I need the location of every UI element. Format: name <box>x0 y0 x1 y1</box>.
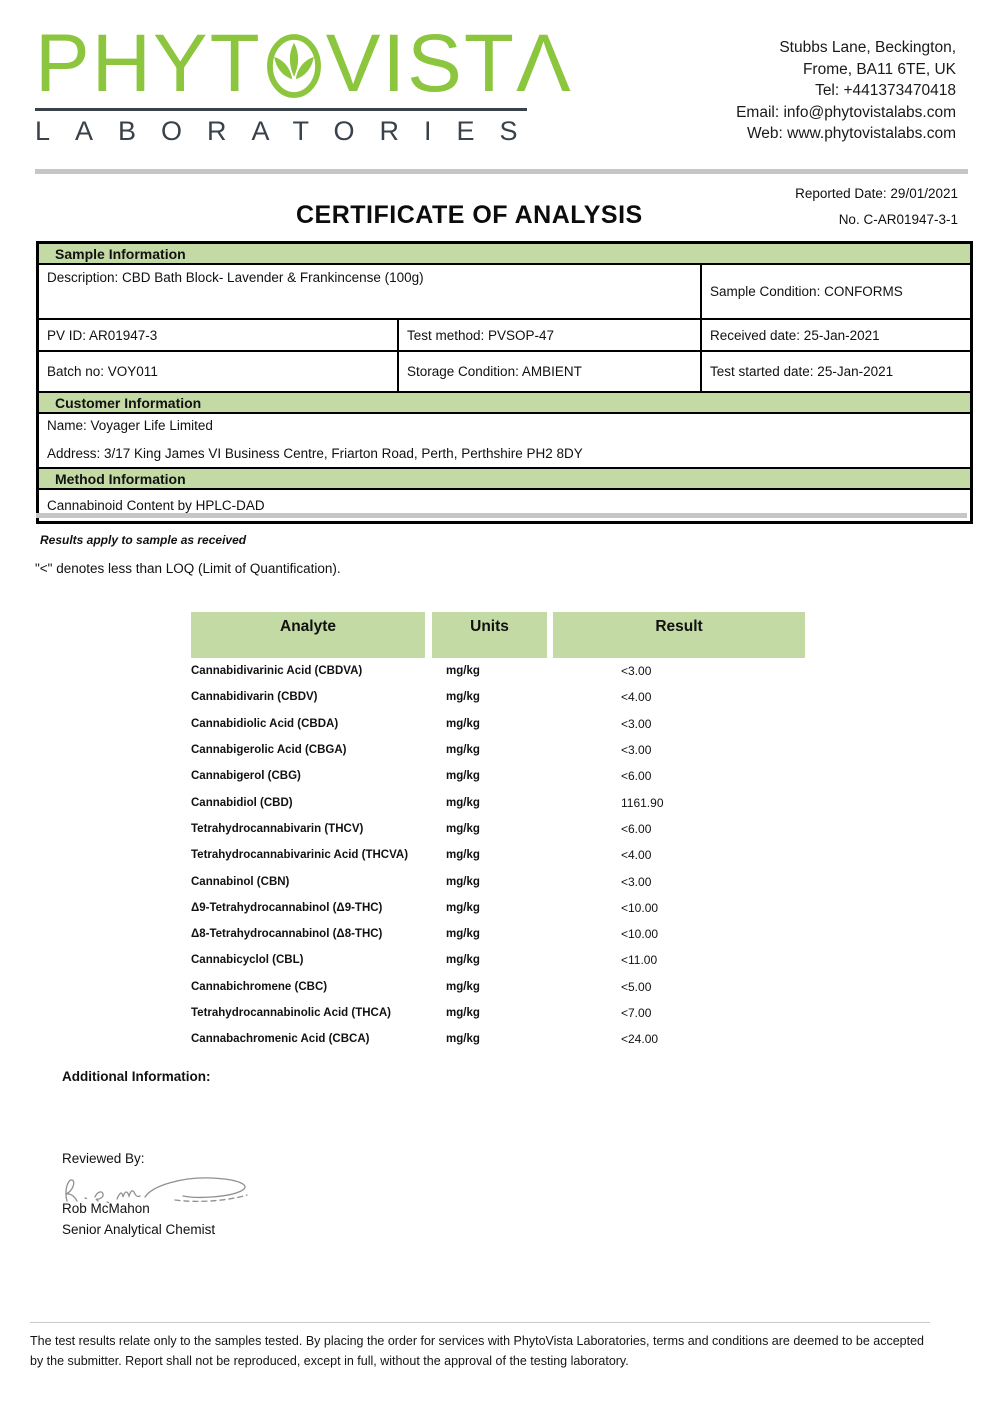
report-number: No. C-AR01947-3-1 <box>838 212 958 227</box>
result-cell: <4.00 <box>621 690 652 705</box>
table-row <box>191 684 805 710</box>
result-column-header: Result <box>553 612 805 658</box>
table-row <box>191 947 805 973</box>
analyte-cell: Tetrahydrocannabinolic Acid (THCA) <box>191 1007 391 1019</box>
table-row <box>191 842 805 868</box>
result-cell: <7.00 <box>621 1006 652 1020</box>
logo-subtitle: LABORATORIES <box>35 116 543 147</box>
result-cell: <4.00 <box>621 848 652 863</box>
contact-line-address1: Stubbs Lane, Beckington, <box>779 39 956 56</box>
units-cell: mg/kg <box>446 1007 480 1019</box>
customer-address: Address: 3/17 King James VI Business Centre, Friarton Road, Perth, Perthshire PH2 8DY <box>47 446 583 461</box>
table-row <box>191 789 805 815</box>
table-row <box>191 868 805 894</box>
reviewer-title: Senior Analytical Chemist <box>62 1222 216 1237</box>
report-meta <box>795 181 958 233</box>
leaf-icon <box>265 32 323 100</box>
contact-line-web: Web: www.phytovistalabs.com <box>746 125 956 142</box>
table-row <box>191 895 805 921</box>
letterhead-rule <box>35 169 968 174</box>
table-row <box>191 974 805 1000</box>
table-row <box>191 1026 805 1052</box>
sample-condition: Sample Condition: CONFORMS <box>710 284 903 299</box>
units-cell: mg/kg <box>446 1033 480 1046</box>
logo-text-end: Λ <box>515 18 573 109</box>
results-table <box>191 612 805 1052</box>
units-cell: mg/kg <box>446 744 480 757</box>
section-rule <box>36 513 967 518</box>
units-cell: mg/kg <box>446 901 480 914</box>
reported-date: Reported Date: 29/01/2021 <box>795 186 958 201</box>
storage-condition: Storage Condition: AMBIENT <box>399 352 702 391</box>
result-cell: <11.00 <box>621 953 658 968</box>
result-cell: <6.00 <box>621 769 652 784</box>
result-cell: 1161.90 <box>621 795 664 810</box>
logo-text-left: PHYT <box>35 18 262 109</box>
loq-note: "<" denotes less than LOQ (Limit of Quantification). <box>35 561 341 576</box>
table-row <box>191 921 805 947</box>
units-cell: mg/kg <box>446 928 480 941</box>
result-cell: <6.00 <box>621 821 652 836</box>
result-cell: <3.00 <box>621 743 652 758</box>
customer-information-header: Customer Information <box>39 393 970 414</box>
contact-line-tel: Tel: +441373470418 <box>815 82 956 99</box>
reviewed-by-label: Reviewed By: <box>62 1151 145 1166</box>
units-cell: mg/kg <box>446 875 480 888</box>
test-method: Test method: PVSOP-47 <box>399 320 702 350</box>
footer-disclaimer: The test results relate only to the samples tested. By placing the order for services with PhytoVista Laboratories, terms and conditions are deemed to be accepted by the submitter. Report shall not be reproduced, except in full, without the approval of the testing laboratory. <box>30 1322 930 1371</box>
contact-line-address2: Frome, BA11 6TE, UK <box>802 60 956 78</box>
additional-information-label: Additional Information: <box>62 1069 211 1084</box>
info-table <box>36 241 973 524</box>
sample-ids-row <box>39 320 970 352</box>
method-description: Cannabinoid Content by HPLC-DAD <box>47 498 265 513</box>
logo-wordmark <box>35 18 573 109</box>
table-row <box>191 816 805 842</box>
result-cell: <10.00 <box>621 927 659 942</box>
table-row <box>191 763 805 789</box>
sample-description-row <box>39 265 970 320</box>
analyte-cell: Δ8-Tetrahydrocannabinol (Δ8-THC) <box>191 928 383 941</box>
units-cell: mg/kg <box>446 796 480 809</box>
analyte-cell: Δ9-Tetrahydrocannabinol (Δ9-THC) <box>191 901 383 914</box>
results-body <box>191 658 805 1052</box>
sample-batch-row <box>39 352 970 393</box>
units-cell: mg/kg <box>446 691 480 704</box>
contact-line-email: Email: info@phytovistalabs.com <box>736 103 956 121</box>
units-cell: mg/kg <box>446 849 480 862</box>
sample-information-header: Sample Information <box>39 244 970 265</box>
phytovista-logo <box>35 18 573 147</box>
result-cell: <3.00 <box>621 664 652 679</box>
analyte-cell: Cannabigerol (CBG) <box>191 770 301 783</box>
pv-id: PV ID: AR01947-3 <box>39 320 399 350</box>
sample-description: Description: CBD Bath Block- Lavender & Frankincense (100g) <box>39 265 702 318</box>
analyte-cell: Tetrahydrocannabivarin (THCV) <box>191 822 364 835</box>
table-row <box>191 1000 805 1026</box>
table-row <box>191 658 805 684</box>
units-cell: mg/kg <box>446 665 480 678</box>
units-cell: mg/kg <box>446 717 480 730</box>
analyte-cell: Tetrahydrocannabivarinic Acid (THCVA) <box>191 849 409 862</box>
result-cell: <24.00 <box>621 1032 659 1047</box>
units-cell: mg/kg <box>446 822 480 835</box>
customer-details <box>39 414 970 469</box>
analyte-cell: Cannabicyclol (CBL) <box>191 954 304 967</box>
units-cell: mg/kg <box>446 770 480 783</box>
analyte-column-header: Analyte <box>191 612 425 658</box>
results-header-row <box>191 612 805 658</box>
units-column-header: Units <box>432 612 547 658</box>
customer-name: Name: Voyager Life Limited <box>47 418 213 433</box>
method-information-header: Method Information <box>39 469 970 490</box>
analyte-cell: Cannabachromenic Acid (CBCA) <box>191 1033 370 1046</box>
analyte-cell: Cannabidivarin (CBDV) <box>191 691 318 704</box>
result-cell: <3.00 <box>621 716 652 731</box>
logo-text-mid: VIST <box>325 18 516 109</box>
units-cell: mg/kg <box>446 980 480 993</box>
analyte-cell: Cannabigerolic Acid (CBGA) <box>191 744 347 757</box>
result-cell: <10.00 <box>621 900 659 915</box>
table-row <box>191 737 805 763</box>
lab-contact-info <box>736 37 956 145</box>
batch-no: Batch no: VOY011 <box>39 352 399 391</box>
results-note: Results apply to sample as received <box>40 533 247 547</box>
units-cell: mg/kg <box>446 954 480 967</box>
analyte-cell: Cannabidivarinic Acid (CBDVA) <box>191 665 363 678</box>
analyte-cell: Cannabidiol (CBD) <box>191 796 293 809</box>
analyte-cell: Cannabichromene (CBC) <box>191 980 328 993</box>
page-title: CERTIFICATE OF ANALYSIS <box>296 201 643 229</box>
analyte-cell: Cannabidiolic Acid (CBDA) <box>191 717 339 730</box>
result-cell: <5.00 <box>621 979 652 994</box>
table-row <box>191 711 805 737</box>
test-started-date: Test started date: 25-Jan-2021 <box>710 364 894 379</box>
received-date: Received date: 25-Jan-2021 <box>710 327 880 343</box>
reviewer-name: Rob McMahon <box>62 1201 150 1216</box>
analyte-cell: Cannabinol (CBN) <box>191 875 290 888</box>
result-cell: <3.00 <box>621 874 652 889</box>
